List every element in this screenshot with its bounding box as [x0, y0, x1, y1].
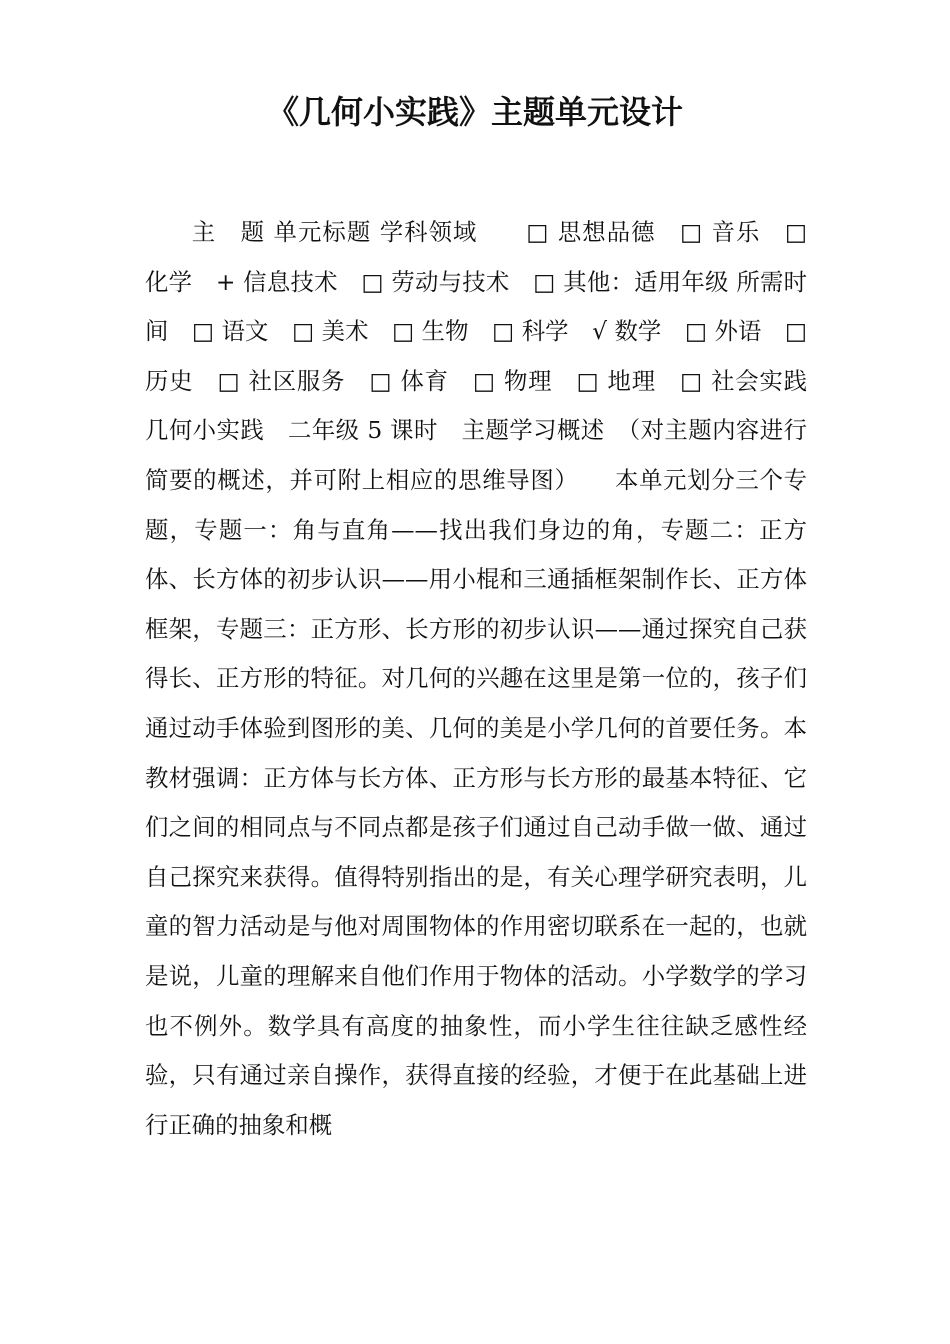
- document-body-paragraph: 主 题 单元标题 学科领域 □ 思想品德 □ 音乐 □ 化学 + 信息技术 □ 劳动与技术 □ 其他：适用年级 所需时间 □ 语文 □ 美术 □ 生物 □ 科学 √ 数学 □ 外语 □ 历史 □ 社区服务 □ 体育 □ 物理 □ 地理 □ 社会实践 几何小实践 二年级 5 课时 主题学习概述 （对主题内容进行简要的概述，并可附上相应的思维导图） 本单元划分三个专题，专题一：角与直角——找出我们身边的角，专题二：正方体、长方体的初步认识——用小棍和三通插框架制作长、正方体框架，专题三：正方形、长方形的初步认识——通过探究自己获得长、正方形的特征。对几何的兴趣在这里是第一位的，孩子们通过动手体验到图形的美、几何的美是小学几何的首要任务。本教材强调：正方体与长方体、正方形与长方形的最基本特征、它们之间的相同点与不同点都是孩子们通过自己动手做一做、通过自己探究来获得。值得特别指出的是，有关心理学研究表明，儿童的智力活动是与他对周围物体的作用密切联系在一起的，也就是说，儿童的理解来自他们作用于物体的活动。小学数学的学习也不例外。数学具有高度的抽象性，而小学生往往缺乏感性经验，只有通过亲自操作，获得直接的经验，才便于在此基础上进行正确的抽象和概: [145, 218, 831, 1139]
- document-title: 《几何小实践》主题单元设计: [266, 93, 683, 131]
